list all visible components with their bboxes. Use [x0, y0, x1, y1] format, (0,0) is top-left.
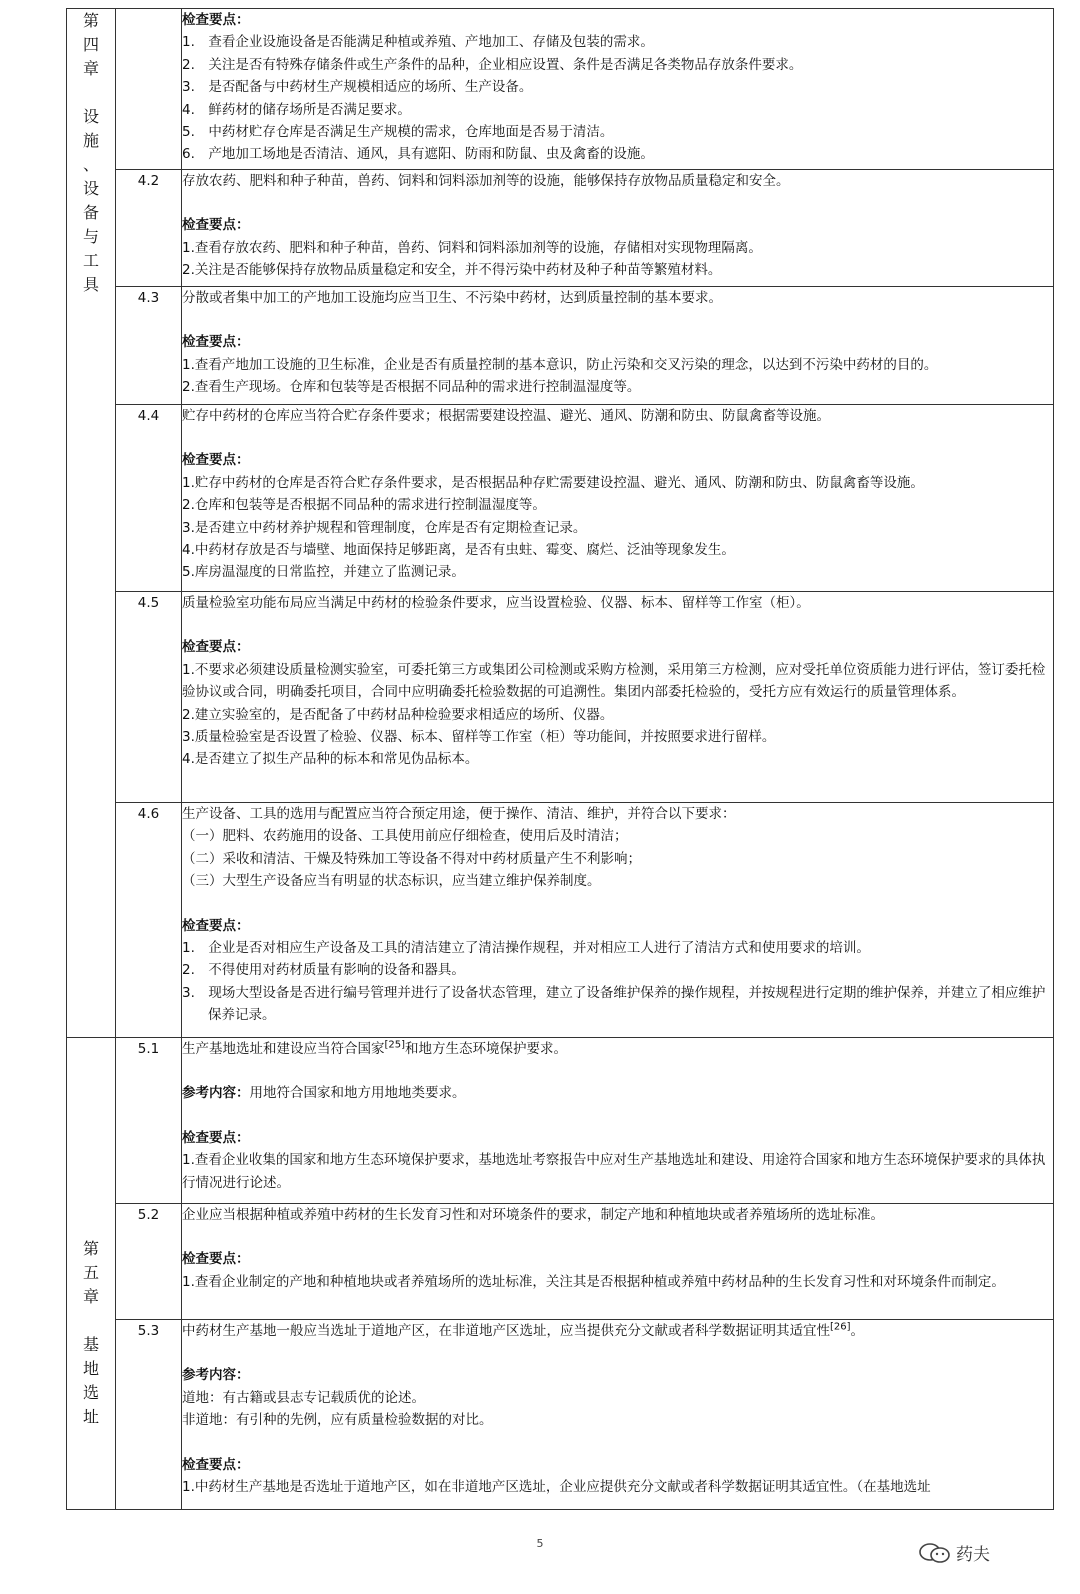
- table-row: [67, 803, 1054, 1038]
- check-item: 3.质量检验室是否设置了检验、仪器、标本、留样等工作室（柜）等功能间，并按照要求进行留样。: [182, 729, 776, 746]
- clause-number: [116, 9, 182, 170]
- clause-number: 4.3: [116, 287, 182, 405]
- check-item: 1.查看企业制定的产地和种植地块或者养殖场所的选址标准，关注其是否根据种植或养殖中药材品种的生长发育习性和对环境条件而制定。: [182, 1273, 1005, 1290]
- check-points-label: 检查要点：: [182, 917, 250, 934]
- check-points-label: 检查要点：: [182, 334, 250, 351]
- clause-text: 生产基地选址和建设应当符合国家[25]和地方生态环境保护要求。: [182, 1039, 568, 1057]
- table-row: [67, 592, 1054, 803]
- check-item: 1.贮存中药材的仓库是否符合贮存条件要求，是否根据品种存贮需要建设控温、避光、通风、防潮和防虫、防鼠禽畜等设施。: [182, 474, 924, 491]
- check-points-label: 检查要点：: [182, 452, 250, 469]
- check-points-label: 检查要点：: [182, 12, 250, 28]
- check-points-label: 检查要点：: [182, 217, 250, 234]
- check-item: 1.不要求必须建设质量检测实验室，可委托第三方或集团公司检测或采购方检测，采用第三方检测，应对受托单位资质能力进行评估，签订委托检验协议或合同，明确委托项目，合同中应明确委托检验数据的可追溯性。集团内部委托检验的，受托方应有效运行的质量管理体系。: [182, 661, 1046, 701]
- clause-text: 企业应当根据种植或养殖中药材的生长发育习性和对环境条件的要求，制定产地和种植地块或者养殖场所的选址标准。: [182, 1207, 884, 1223]
- clause-number: 4.5: [116, 592, 182, 803]
- clause-number: 5.3: [116, 1320, 182, 1510]
- clause-content: [182, 170, 1054, 287]
- check-item: 2. 关注是否有特殊存储条件或生产条件的品种，企业相应设置、条件是否满足各类物品存放条件要求。: [182, 56, 803, 73]
- check-item: 3. 现场大型设备是否进行编号管理并进行了设备状态管理，建立了设备维护保养的操作规程，并按规程进行定期的维护保养，并建立了相应维护保养记录。: [182, 984, 1046, 1024]
- clause-text: 生产设备、工具的选用与配置应当符合预定用途，便于操作、清洁、维护，并符合以下要求：: [182, 806, 736, 822]
- check-item: 2.仓库和包装等是否根据不同品种的需求进行控制温湿度等。: [182, 497, 546, 514]
- reference-label: 参考内容：: [182, 1367, 250, 1384]
- watermark-text: 药夫: [956, 1545, 990, 1565]
- table-row: [67, 1320, 1054, 1510]
- clause-content: [182, 9, 1054, 170]
- wechat-icon: [918, 1542, 952, 1564]
- check-item: 1.查看存放农药、肥料和种子种苗，兽药、饲料和饲料添加剂等的设施，存储相对实现物理隔离。: [182, 239, 762, 256]
- check-points-label: 检查要点：: [182, 1251, 250, 1268]
- table-row: [67, 405, 1054, 592]
- sub-requirement: （一）肥料、农药施用的设备、工具使用前应仔细检查，使用后及时清洁；: [182, 828, 628, 845]
- clause-text: 分散或者集中加工的产地加工设施均应当卫生、不污染中药材，达到质量控制的基本要求。: [182, 290, 722, 306]
- clause-content: [182, 1204, 1054, 1320]
- page-number: 5: [536, 1537, 544, 1550]
- table-row: [67, 287, 1054, 405]
- clause-content: [182, 287, 1054, 405]
- sub-requirement: （二）采收和清洁、干燥及特殊加工等设备不得对中药材质量产生不利影响；: [182, 850, 641, 867]
- clause-number: 5.2: [116, 1204, 182, 1320]
- check-points-label: 检查要点：: [182, 639, 250, 656]
- check-item: 6. 产地加工场地是否清洁、通风，具有遮阳、防雨和防鼠、虫及禽畜的设施。: [182, 146, 654, 163]
- check-item: 4.是否建立了拟生产品种的标本和常见伪品标本。: [182, 751, 479, 768]
- clause-number: 5.1: [116, 1038, 182, 1204]
- clause-number: 4.4: [116, 405, 182, 592]
- clause-content: [182, 1320, 1054, 1510]
- reference-label: 参考内容：: [182, 1085, 250, 1102]
- check-item: 1.中药材生产基地是否选址于道地产区，如在非道地产区选址，企业应提供充分文献或者科学数据证明其适宜性。（在基地选址: [182, 1479, 931, 1496]
- check-points-label: 检查要点：: [182, 1129, 250, 1146]
- gap-inspection-table: [66, 8, 1054, 1510]
- check-item: 1. 查看企业设施设备是否能满足种植或养殖、产地加工、存储及包装的需求。: [182, 34, 654, 51]
- check-item: 3.是否建立中药材养护规程和管理制度，仓库是否有定期检查记录。: [182, 519, 587, 536]
- clause-content: [182, 405, 1054, 592]
- table-row: [67, 1038, 1054, 1204]
- clause-number: 4.2: [116, 170, 182, 287]
- clause-text: 中药材生产基地一般应当选址于道地产区，在非道地产区选址，应当提供充分文献或者科学数据证明其适宜性[26]。: [182, 1321, 865, 1339]
- citation: [25]: [384, 1039, 406, 1051]
- check-item: 1. 企业是否对相应生产设备及工具的清洁建立了清洁操作规程，并对相应工人进行了清洁方式和使用要求的培训。: [182, 940, 870, 957]
- clause-text: 存放农药、肥料和种子种苗，兽药、饲料和饲料添加剂等的设施，能够保持存放物品质量稳定和安全。: [182, 173, 790, 189]
- sub-requirement: （三）大型生产设备应当有明显的状态标识，应当建立维护保养制度。: [182, 873, 601, 890]
- chapter-5-title: 第 五 章 基 地 选 址: [67, 1038, 116, 1510]
- table-row: [67, 1204, 1054, 1320]
- check-item: 1.查看企业收集的国家和地方生态环境保护要求，基地选址考察报告中应对生产基地选址和建设、用途符合国家和地方生态环境保护要求的具体执行情况进行论述。: [182, 1152, 1046, 1191]
- check-item: 2.查看生产现场。仓库和包装等是否根据不同品种的需求进行控制温湿度等。: [182, 379, 641, 396]
- clause-number: 4.6: [116, 803, 182, 1038]
- clause-content: [182, 803, 1054, 1038]
- check-item: 2. 不得使用对药材质量有影响的设备和器具。: [182, 962, 465, 979]
- check-item: 4.中药材存放是否与墙壁、地面保持足够距离，是否有虫蛀、霉变、腐烂、泛油等现象发生。: [182, 542, 735, 559]
- check-item: 3. 是否配备与中药材生产规模相适应的场所、生产设备。: [182, 79, 533, 96]
- check-item: 5.库房温湿度的日常监控，并建立了监测记录。: [182, 564, 465, 581]
- check-item: 1.查看产地加工设施的卫生标准，企业是否有质量控制的基本意识，防止污染和交叉污染的理念，以达到不污染中药材的目的。: [182, 356, 938, 373]
- check-item: 2.建立实验室的，是否配备了中药材品种检验要求相适应的场所、仪器。: [182, 706, 614, 723]
- clause-text: 质量检验室功能布局应当满足中药材的检验条件要求，应当设置检验、仪器、标本、留样等工作室（柜）。: [182, 595, 810, 611]
- citation: [26]: [830, 1321, 851, 1333]
- clause-text: 贮存中药材的仓库应当符合贮存条件要求；根据需要建设控温、避光、通风、防潮和防虫、防鼠禽畜等设施。: [182, 408, 830, 424]
- check-item: 5. 中药材贮存仓库是否满足生产规模的需求，仓库地面是否易于清洁。: [182, 124, 614, 141]
- check-points-label: 检查要点：: [182, 1456, 250, 1473]
- clause-content: [182, 592, 1054, 803]
- clause-content: [182, 1038, 1054, 1204]
- watermark: [918, 1540, 990, 1565]
- check-item: 4. 鲜药材的储存场所是否满足要求。: [182, 101, 411, 118]
- table-row: [67, 170, 1054, 287]
- reference-item: 道地：有古籍或县志专记载质优的论述。: [182, 1389, 425, 1406]
- chapter-4-title: 第 四 章 设 施 、 设 备 与 工 具: [67, 9, 116, 1038]
- table-row: [67, 9, 1054, 170]
- reference-content: 参考内容：用地符合国家和地方用地地类要求。: [182, 1085, 466, 1102]
- reference-item: 非道地：有引种的先例，应有质量检验数据的对比。: [182, 1412, 493, 1429]
- check-item: 2.关注是否能够保持存放物品质量稳定和安全，并不得污染中药材及种子种苗等繁殖材料。: [182, 262, 722, 279]
